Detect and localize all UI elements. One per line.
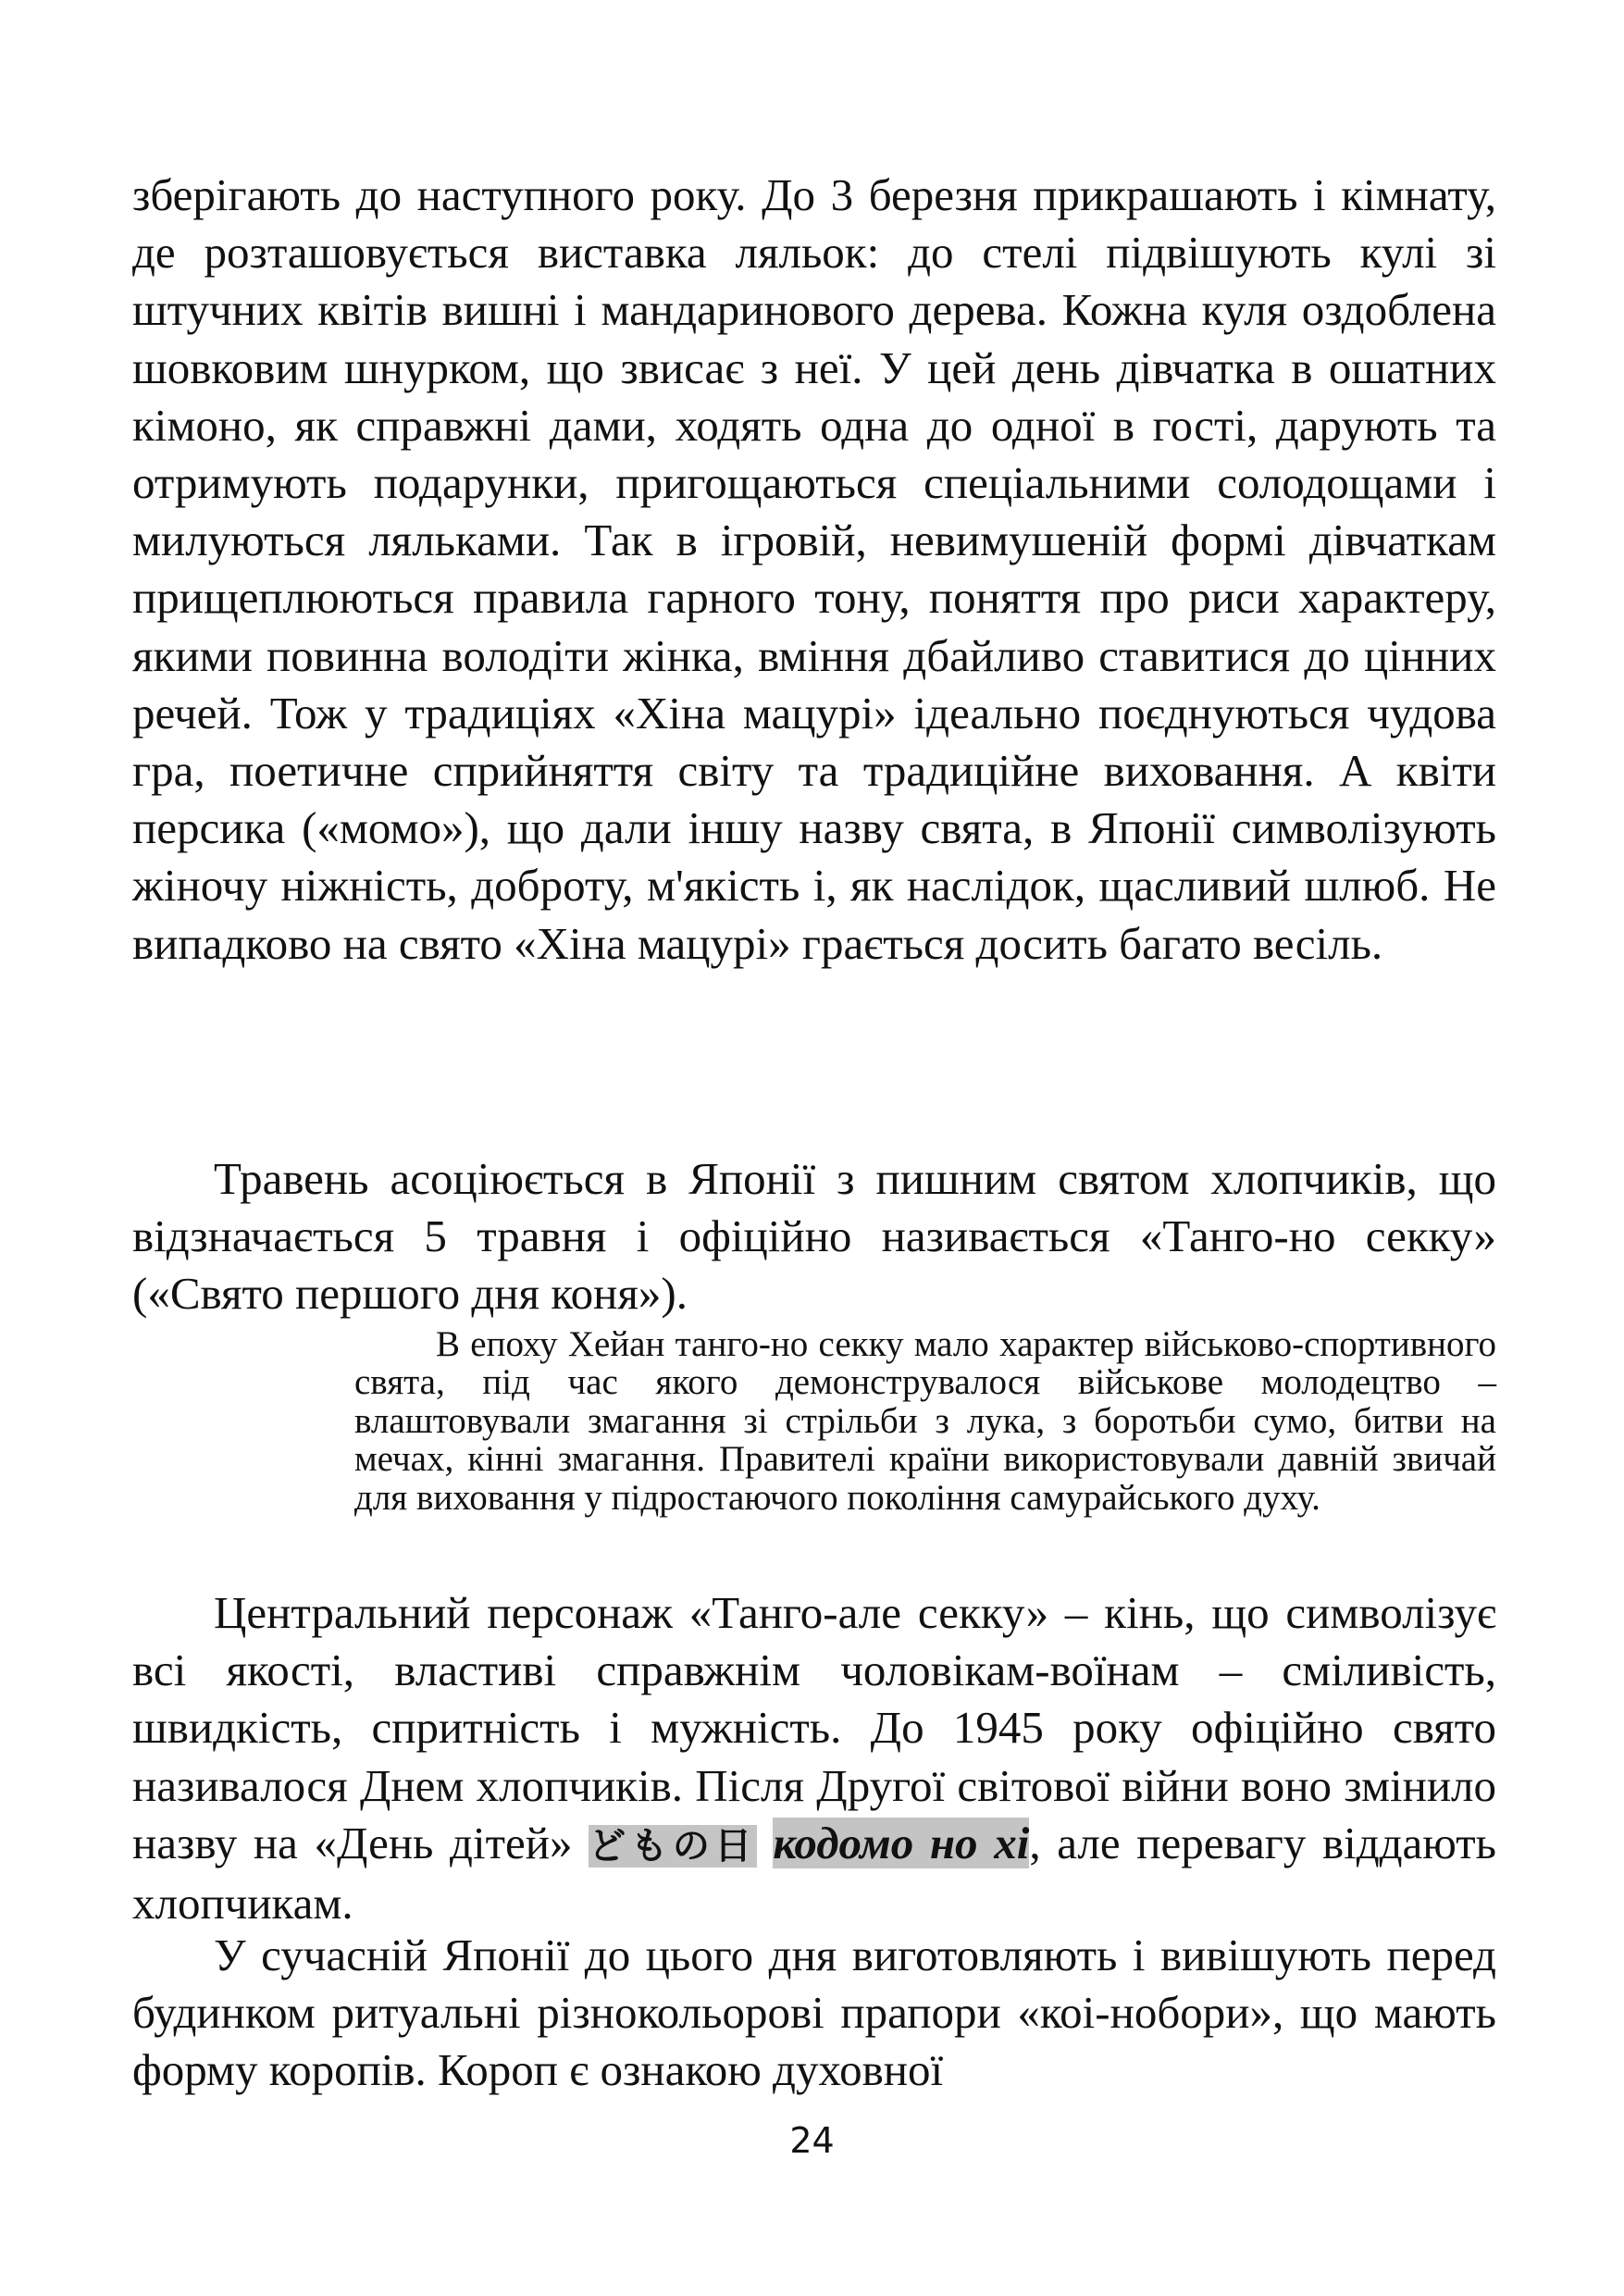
page-number: 24	[789, 2120, 835, 2161]
paragraph-hina-matsuri: зберігають до наступного року. До 3 березня прикрашають і кімнату, де розташовується виставка ляльок: до стелі підвішують кулі зі штучних квітів вишні і мандаринового дерева. Кожна куля оздоблена шовковим шнурком, що звисає з неї. У цей день дівчатка в ошатних кімоно, як справжні дами, ходять одна до одної в гості, дарують та отримують подарунки, пригощаються спеціальними солодощами і милуються ляльками. Так в ігровій, невимушеній формі дівчаткам прищеплюються правила гарного тону, поняття про риси характеру, якими повинна володіти жінка, вміння дбайливо ставитися до цінних речей. Тож у традиціях «Хіна мацурі» ідеально поєднуються чудова гра, поетичне сприйняття світу та традиційне виховання. А квіти персика («момо»), що дали іншу назву свята, в Японії символізують жіночу ніжність, доброту, м'якість і, як наслідок, щасливий шлюб. Не випадково на свято «Хіна мацурі» грається досить багато весіль.	[132, 169, 1496, 969]
quote-heian-era: В епоху Хейан танго-но секку мало характер військово-спортивного свята, під час якого демонструвалося військове молодецтво – влаштовували змагання зі стрільби з лука, з боротьби сумо, битви на мечах, кінні змагання. Правителі країни використовували давній звичай для виховання у підростаючого покоління самурайського духу.	[354, 1324, 1496, 1518]
romaji-term-highlight: кодомо но хі	[773, 1817, 1030, 1868]
paragraph-text-end: , але перевагу віддають хлопчикам.	[132, 1817, 1497, 1930]
paragraph-tango-no-sekku: Травень асоціюється в Японії з пишним святом хлопчиків, що відзначається 5 травня і офіційно називається «Танго-но секку» («Свято першого дня коня»).	[132, 1153, 1496, 1320]
paragraph-text: Центральний персонаж «Танго-але секку» – кінь, що символізує всі якості, властиві справжнім чоловікам-воїнам – сміливість, швидкість, спритність і мужність. До 1945 року офіційно свято називалося Днем хлопчиків. Після Другої світової війни воно змінило назву на «День дітей»	[132, 1587, 1496, 1868]
paragraph-koinobori: У сучасній Японії до цього дня виготовляють і вивішують перед будинком ритуальні різнокольорові прапори «коі-нобори», що мають форму коропів. Короп є ознакою духовної	[132, 1930, 1496, 2096]
paragraph-central-character	[132, 1584, 1496, 1932]
japanese-term-highlight: どもの日	[589, 1824, 757, 1868]
